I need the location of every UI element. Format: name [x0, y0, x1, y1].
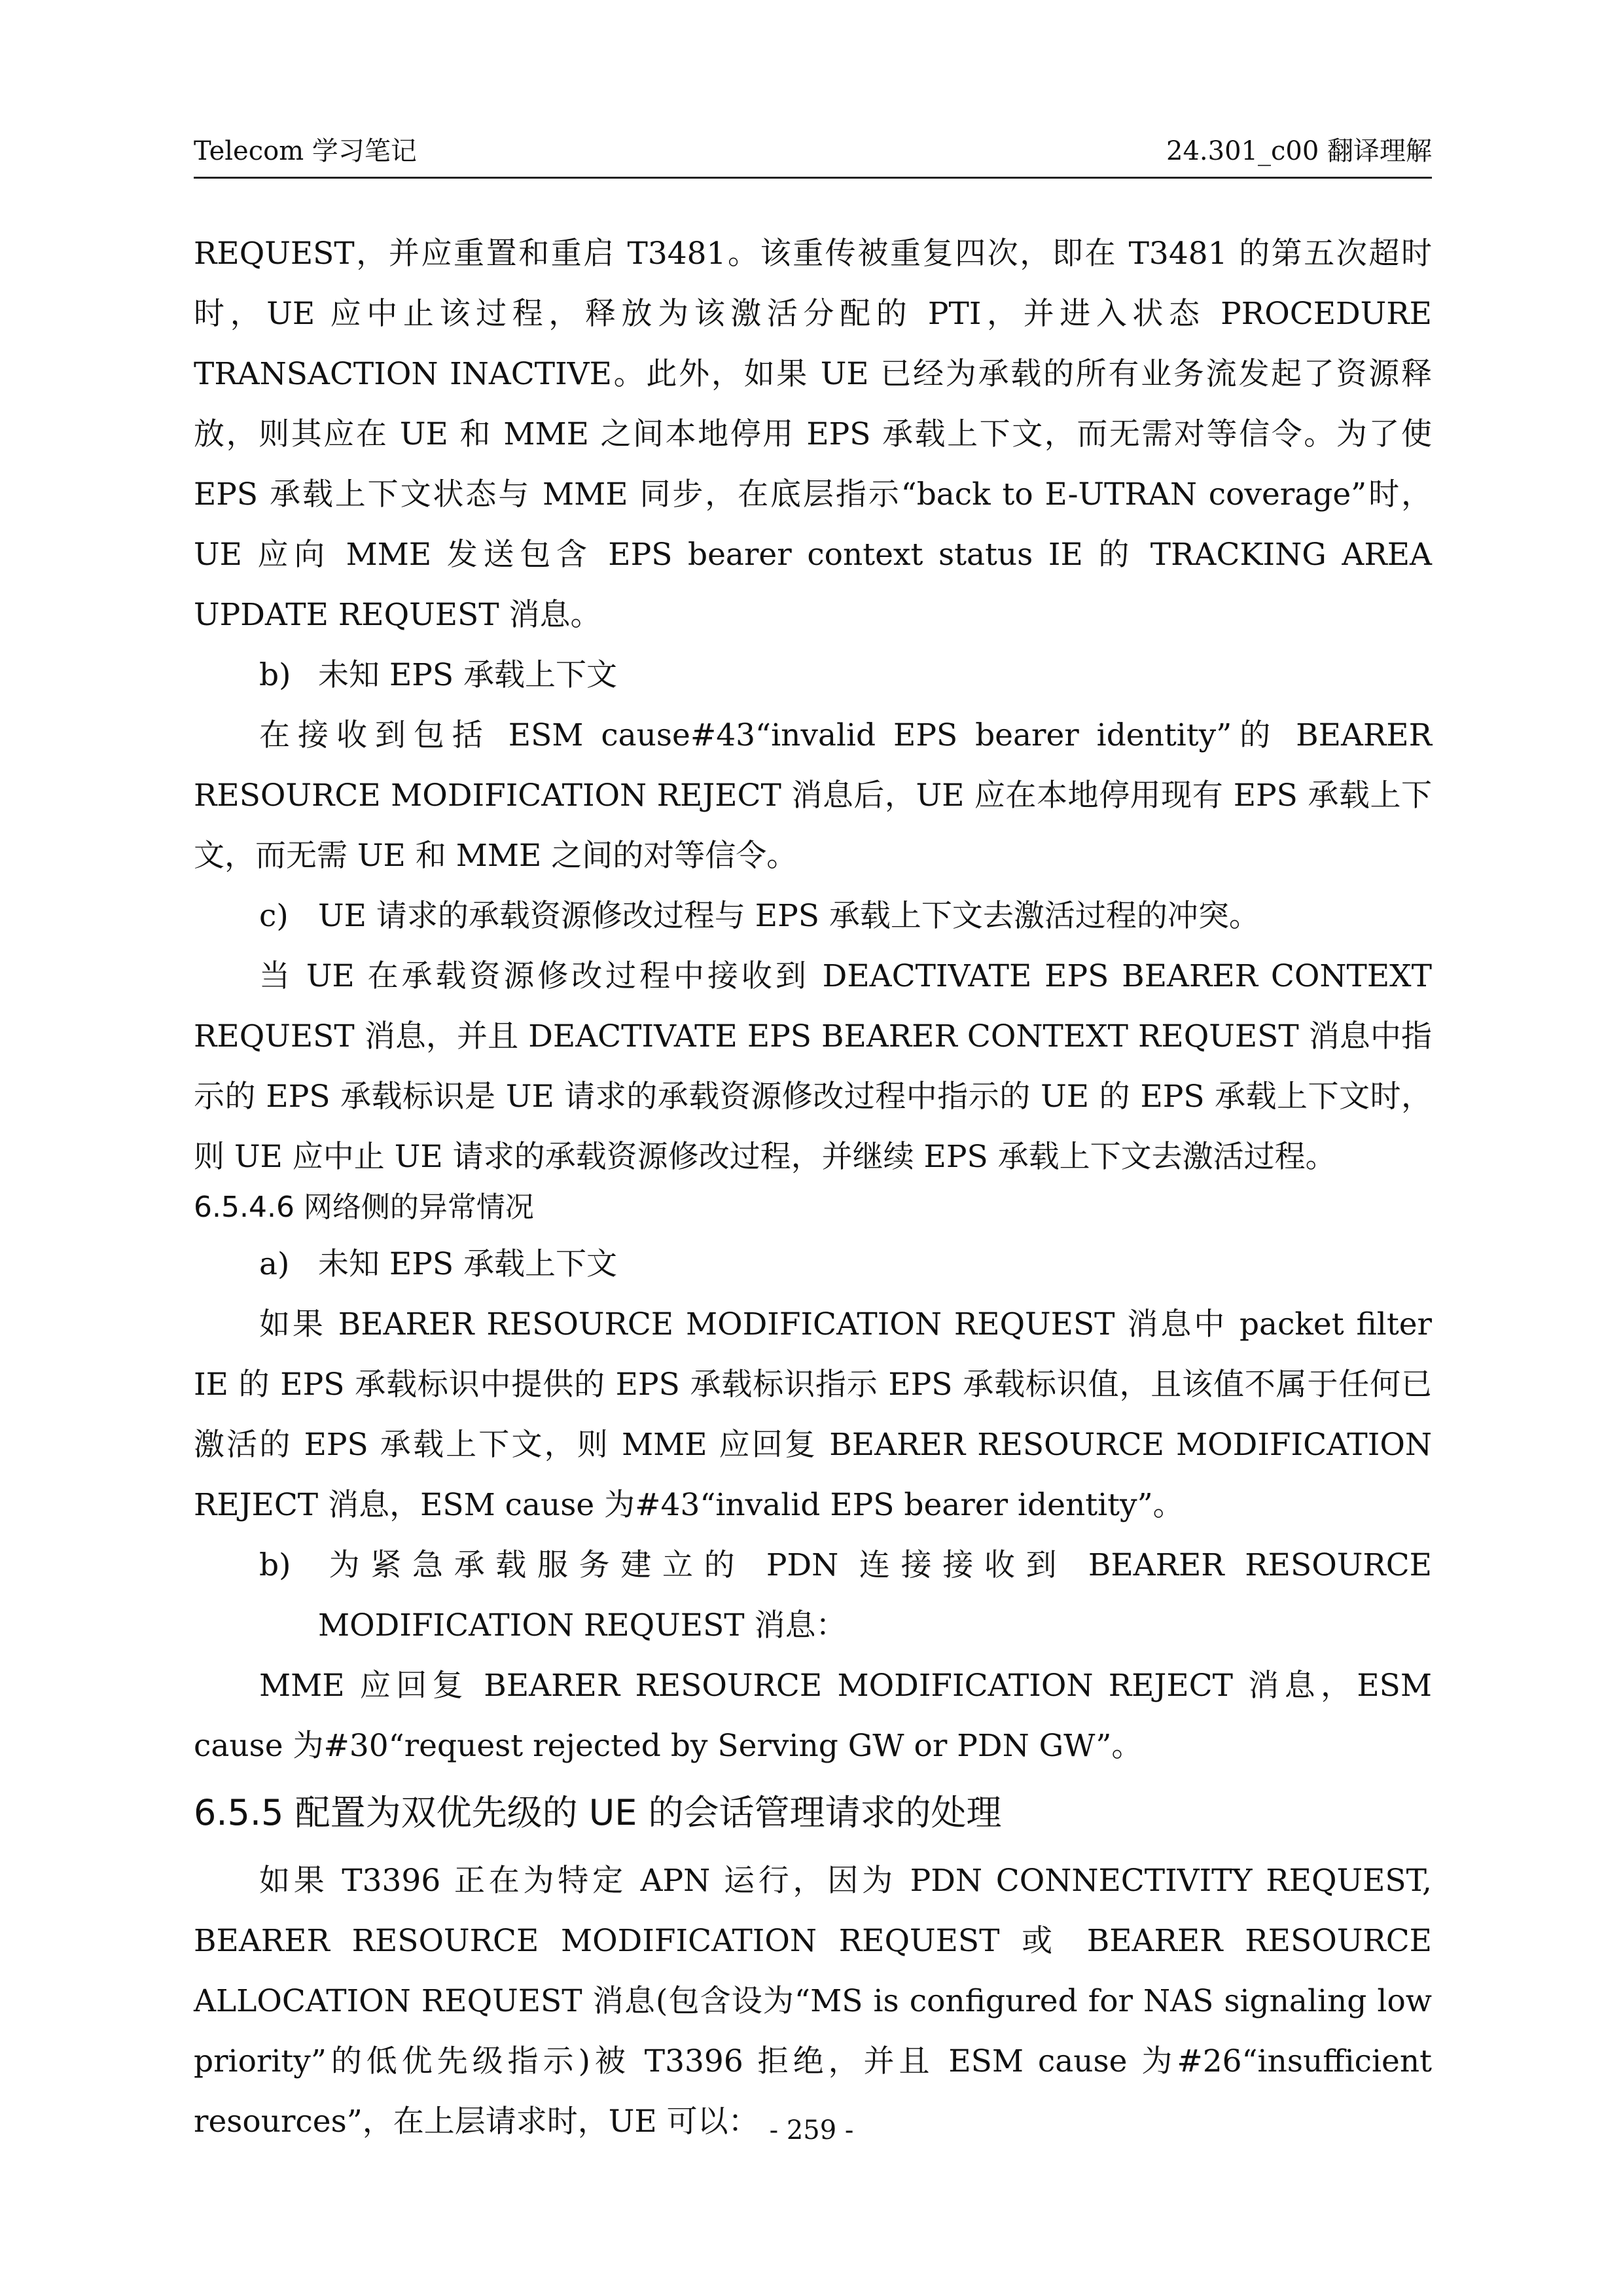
list-item-a-unknown-context	[194, 1234, 1432, 1295]
page-number: - 259 -	[769, 2115, 854, 2145]
list-label: b)	[259, 1547, 291, 1583]
list-item-c-collision	[194, 886, 1432, 946]
section-heading-6-5-4-6: 6.5.4.6 网络侧的异常情况	[194, 1191, 534, 1224]
list-text: 未知 EPS 承载上下文	[318, 657, 618, 693]
page-content	[194, 224, 1432, 2152]
paragraph-t3396: 如果 T3396 正在为特定 APN 运行，因为 PDN CONNECTIVITY REQUEST, BEARER RESOURCE MODIFICATION REQUEST 或 BEARER RESOURCE ALLOCATION REQUEST 消息(包含设为“MS is configured for NAS signaling low priority”的低优先级指示)被 T3396 拒绝，并且 ESM cause 为#26“insufficient resources”，在上层请求时，UE 可以：	[194, 1863, 1432, 2140]
list-item-b-emergency-pdn	[194, 1535, 1432, 1656]
list-label: b)	[259, 657, 291, 693]
list-label: c)	[259, 898, 289, 934]
paragraph-esm-cause-30: MME 应回复 BEARER RESOURCE MODIFICATION REJECT 消息，ESM cause 为#30“request rejected by Serving GW or PDN GW”。	[194, 1668, 1432, 1764]
paragraph-packet-filter: 如果 BEARER RESOURCE MODIFICATION REQUEST 消息中 packet filter IE 的 EPS 承载标识中提供的 EPS 承载标识指示 EPS 承载标识值，且该值不属于任何已激活的 EPS 承载上下文，则 MME 应回复 BEARER RESOURCE MODIFICATION REJECT 消息，ESM cause 为#43“invalid EPS bearer identity”。	[194, 1306, 1432, 1523]
section-heading-6-5-5: 6.5.5 配置为双优先级的 UE 的会话管理请求的处理	[194, 1792, 1002, 1833]
list-text: UE 请求的承载资源修改过程与 EPS 承载上下文去激活过程的冲突。	[318, 898, 1260, 934]
page-header	[194, 135, 1432, 179]
list-label: a)	[259, 1246, 290, 1282]
list-text: 未知 EPS 承载上下文	[318, 1246, 618, 1282]
paragraph-retransmission: REQUEST，并应重置和重启 T3481。该重传被重复四次，即在 T3481 的第五次超时时，UE 应中止该过程，释放为该激活分配的 PTI，并进入状态 PROCEDURE TRANSACTION INACTIVE。此外，如果 UE 已经为承载的所有业务流发起了资源释放，则其应在 UE 和 MME 之间本地停用 EPS 承载上下文，而无需对等信令。为了使 EPS 承载上下文状态与 MME 同步，在底层指示“back to E-UTRAN coverage”时，UE 应向 MME 发送包含 EPS bearer context status IE 的 TRACKING AREA UPDATE REQUEST 消息。	[194, 236, 1432, 633]
header-title: Telecom 学习笔记	[194, 136, 417, 166]
paragraph-deactivate-collision: 当 UE 在承载资源修改过程中接收到 DEACTIVATE EPS BEARER CONTEXT REQUEST 消息，并且 DEACTIVATE EPS BEARER CONTEXT REQUEST 消息中指示的 EPS 承载标识是 UE 请求的承载资源修改过程中指示的 UE 的 EPS 承载上下文时，则 UE 应中止 UE 请求的承载资源修改过程，并继续 EPS 承载上下文去激活过程。	[194, 958, 1432, 1175]
paragraph-esm-cause-43: 在接收到包括 ESM cause#43“invalid EPS bearer identity”的 BEARER RESOURCE MODIFICATION REJECT 消息后，UE 应在本地停用现有 EPS 承载上下文，而无需 UE 和 MME 之间的对等信令。	[194, 717, 1432, 874]
header-doc-ref: 24.301_c00 翻译理解	[1166, 136, 1432, 166]
list-item-b-unknown-context	[194, 645, 1432, 706]
list-text: 为紧急承载服务建立的 PDN 连接接收到 BEARER RESOURCE MODIFICATION REQUEST 消息：	[318, 1547, 1432, 1643]
